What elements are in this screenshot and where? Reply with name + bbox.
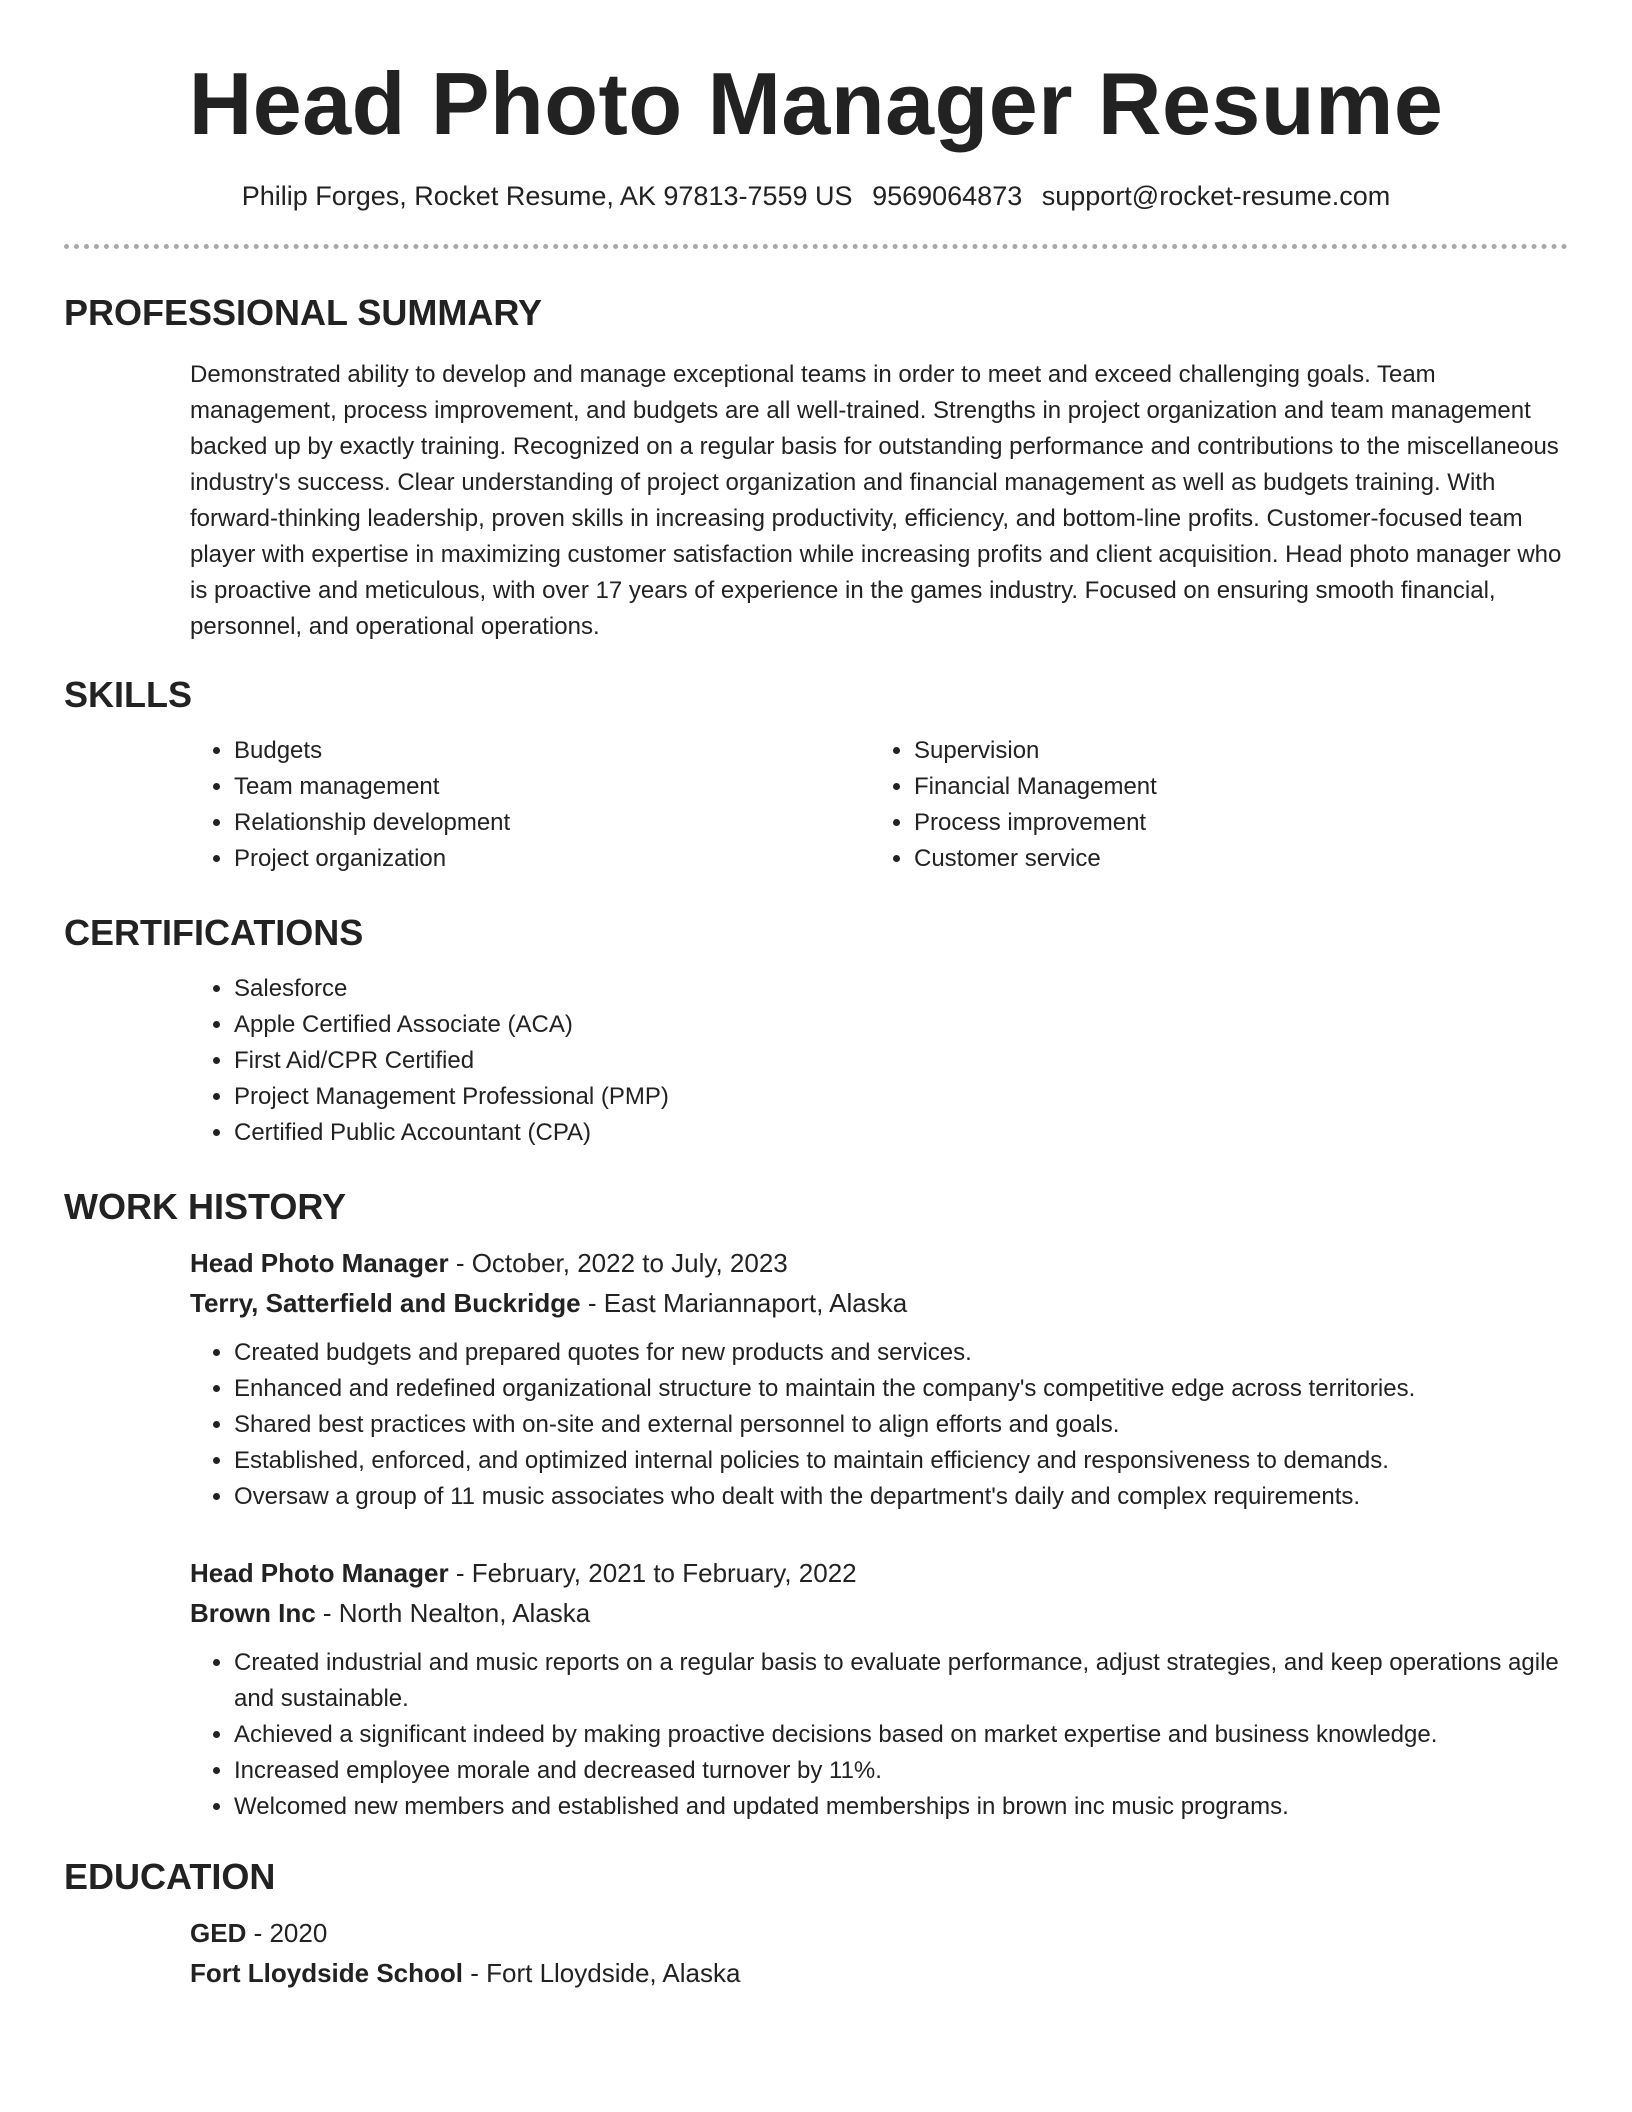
summary-text: Demonstrated ability to develop and manage exceptional teams in order to meet and exceed challenging goals. Team management, process improvement, and budgets are all well-trained. Strengths in project organization and team management backed up by exactly training. Recognized on a regular basis for outstanding performance and contributions to the miscellaneous industry's success. Clear understanding of project organization and financial management as well as budgets training. With forward-thinking leadership, proven skills in increasing productivity, efficiency, and bottom-line profits. Customer-focused team player with expertise in maximizing customer satisfaction while increasing profits and client acquisition. Head photo manager who is proactive and meticulous, with over 17 years of experience in the games industry. Focused on ensuring smooth financial, personnel, and operational operations. <box>190 361 1562 640</box>
education-entry <box>190 1915 1568 1991</box>
skill-item: • Financial Management <box>914 769 1550 805</box>
certification-item: • Apple Certified Associate (ACA) <box>234 1007 1568 1043</box>
job-location: - North Nealton, Alaska <box>315 1598 591 1628</box>
job-entry <box>190 1245 1568 1515</box>
certification-item: • Project Management Professional (PMP) <box>234 1079 1568 1115</box>
job-bullet: • Increased employee morale and decreased turnover by 11%. <box>234 1753 1568 1789</box>
education-school-line <box>190 1955 1568 1991</box>
certification-item: • Certified Public Accountant (CPA) <box>234 1115 1568 1151</box>
job-bullet: • Oversaw a group of 11 music associates who dealt with the department's daily and complex requirements. <box>234 1479 1568 1515</box>
skill-item: • Supervision <box>914 733 1550 769</box>
job-bullets <box>190 1645 1568 1825</box>
education-heading: EDUCATION <box>64 1856 276 1897</box>
skills-list-left <box>190 733 870 877</box>
skill-item: • Customer service <box>914 841 1550 877</box>
education-degree: GED <box>190 1918 247 1948</box>
job-title-line <box>190 1555 1568 1591</box>
job-entry <box>190 1555 1568 1825</box>
job-bullet: • Welcomed new members and established and updated memberships in brown inc music programs. <box>234 1789 1568 1825</box>
work-history-heading: WORK HISTORY <box>64 1186 347 1227</box>
skills-column-right <box>870 733 1550 877</box>
header-divider <box>64 244 1568 249</box>
education-year: - 2020 <box>246 1918 328 1948</box>
resume-title: Head Photo Manager Resume <box>188 54 1444 153</box>
job-bullet: • Achieved a significant indeed by making proactive decisions based on market expertise and business knowledge. <box>234 1717 1568 1753</box>
job-title-line <box>190 1245 1568 1281</box>
contact-line <box>64 178 1568 214</box>
job-title: Head Photo Manager <box>190 1248 449 1278</box>
contact-email: support@rocket-resume.com <box>1041 181 1391 211</box>
skills-columns <box>190 733 1568 877</box>
certifications-heading: CERTIFICATIONS <box>64 912 364 953</box>
summary-heading: PROFESSIONAL SUMMARY <box>64 292 543 333</box>
job-dates: - October, 2022 to July, 2023 <box>448 1248 788 1278</box>
job-location: - East Mariannaport, Alaska <box>580 1288 908 1318</box>
contact-phone: 9569064873 <box>872 181 1023 211</box>
skill-item: • Project organization <box>234 841 870 877</box>
certification-item: • Salesforce <box>234 971 1568 1007</box>
skills-heading: SKILLS <box>64 674 193 715</box>
job-company-line <box>190 1595 1568 1631</box>
skill-item: • Team management <box>234 769 870 805</box>
job-bullets-wrapper <box>190 1335 1568 1515</box>
certifications-list <box>190 971 1568 1151</box>
job-title: Head Photo Manager <box>190 1558 449 1588</box>
education-school: Fort Lloydside School <box>190 1958 464 1988</box>
certifications-list-wrapper <box>190 971 1568 1151</box>
job-dates: - February, 2021 to February, 2022 <box>448 1558 857 1588</box>
contact-address: Philip Forges, Rocket Resume, AK 97813-7559 US <box>241 181 853 211</box>
job-bullet: • Created industrial and music reports on a regular basis to evaluate performance, adjust strategies, and keep operations agile and sustainable. <box>234 1645 1568 1717</box>
job-bullet: • Enhanced and redefined organizational structure to maintain the company's competitive edge across territories. <box>234 1371 1568 1407</box>
job-bullet: • Established, enforced, and optimized internal policies to maintain efficiency and responsiveness to demands. <box>234 1443 1568 1479</box>
skills-list-right <box>870 733 1550 877</box>
certification-item: • First Aid/CPR Certified <box>234 1043 1568 1079</box>
skill-item: • Relationship development <box>234 805 870 841</box>
skill-item: • Budgets <box>234 733 870 769</box>
job-bullets-wrapper <box>190 1645 1568 1825</box>
education-degree-line <box>190 1915 1568 1951</box>
job-company: Brown Inc <box>190 1598 316 1628</box>
job-company: Terry, Satterfield and Buckridge <box>190 1288 581 1318</box>
job-bullet: • Created budgets and prepared quotes for new products and services. <box>234 1335 1568 1371</box>
job-bullet: • Shared best practices with on-site and external personnel to align efforts and goals. <box>234 1407 1568 1443</box>
skills-column-left <box>190 733 870 877</box>
skill-item: • Process improvement <box>914 805 1550 841</box>
education-location: - Fort Lloydside, Alaska <box>463 1958 741 1988</box>
job-bullets <box>190 1335 1568 1515</box>
job-company-line <box>190 1285 1568 1321</box>
